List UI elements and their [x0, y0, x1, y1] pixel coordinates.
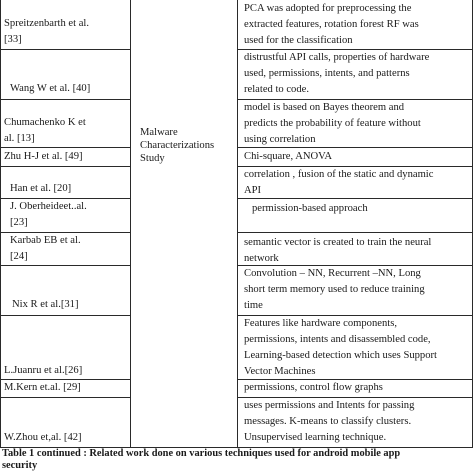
- table-caption: Table 1 continued : Related work done on various techniques used for android mobile app security: [2, 448, 401, 471]
- table-cell-description: permission-based approach: [252, 203, 368, 214]
- table-cell-description: distrustful API calls, properties of hardware used, permissions, intents, and patterns related to code.: [244, 52, 430, 95]
- row-divider: [0, 265, 131, 266]
- table-cell-description: correlation , fusion of the static and dynamic API: [244, 169, 434, 196]
- table-cell-reference: L.Juanru et al.[26]: [4, 365, 83, 376]
- row-divider: [0, 147, 131, 148]
- table-cell-description: uses permissions and Intents for passing messages. K-means to classify clusters. Unsupervised learning technique.: [244, 400, 415, 443]
- table-cell-reference: Han et al. [20]: [10, 183, 72, 194]
- table-cell-reference: J. Oberheideet..al. [23]: [10, 201, 87, 228]
- table-cell-reference: Chumachenko K et al. [13]: [4, 117, 86, 144]
- table-cell-description: Convolution – NN, Recurrent –NN, Long short term memory used to reduce training time: [244, 268, 425, 311]
- row-divider: [237, 232, 473, 233]
- table-cell-reference: Nix R et al.[31]: [12, 299, 79, 310]
- table-border-left: [0, 0, 1, 448]
- table-cell-description: Features like hardware components, permissions, intents and disassembled code, Learning-based detection which uses Support Vector Machines: [244, 318, 437, 377]
- table-cell-description: PCA was adopted for preprocessing the extracted features, rotation forest RF was used for the classification: [244, 3, 419, 46]
- table-column-divider-1: [130, 0, 131, 448]
- row-divider: [0, 315, 131, 316]
- table-cell-description: semantic vector is created to train the neural network: [244, 237, 432, 264]
- row-divider: [0, 397, 131, 398]
- table-cell-reference: Spreitzenbarth et al. [33]: [4, 18, 90, 45]
- table-cell-reference: W.Zhou et,al. [42]: [4, 432, 82, 443]
- table-border-right: [472, 0, 473, 448]
- table-cell-reference: Zhu H-J et al. [49]: [4, 151, 83, 162]
- table-column-divider-2: [237, 0, 238, 448]
- table-cell-reference: M.Kern et.al. [29]: [4, 382, 81, 393]
- table-cell-reference: Karbab EB et al. [24]: [10, 235, 81, 262]
- table-cell-reference: Wang W et al. [40]: [10, 83, 91, 94]
- table-cell-description: model is based on Bayes theorem and predicts the probability of feature without using correlation: [244, 102, 421, 145]
- row-divider: [0, 99, 131, 100]
- row-divider: [0, 49, 131, 50]
- table-cell-description: Chi-square, ANOVA: [244, 151, 333, 162]
- table-cell-category: Malware Characterizations Study: [140, 127, 215, 164]
- table-cell-description: permissions, control flow graphs: [244, 382, 383, 393]
- row-divider: [0, 166, 131, 167]
